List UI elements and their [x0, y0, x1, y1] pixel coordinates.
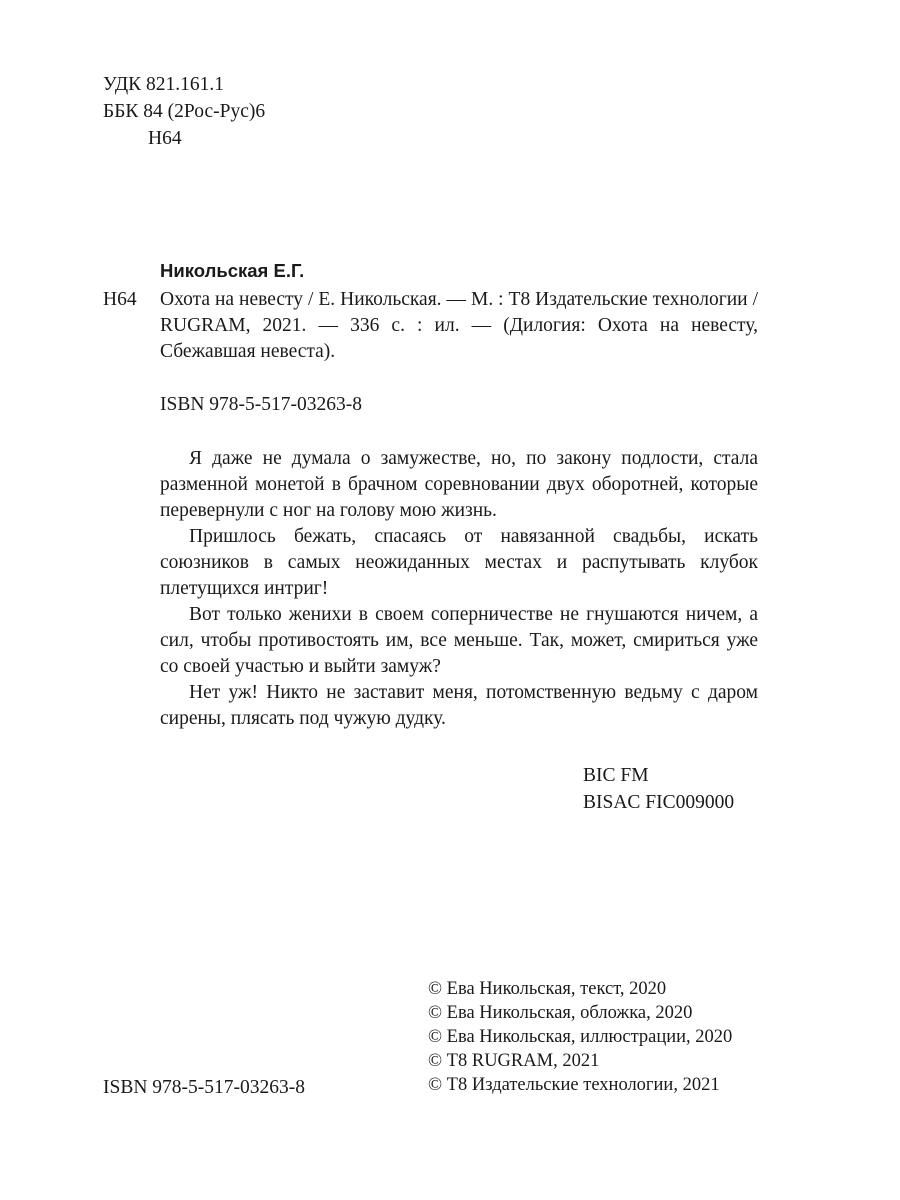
author-heading: Никольская Е.Г.	[160, 260, 305, 281]
copyright-line: © Т8 RUGRAM, 2021	[428, 1051, 600, 1071]
margin-cutter-code: Н64	[103, 289, 137, 310]
annotation-paragraph: Нет уж! Никто не заставит меня, потомственную ведьму с даром сирены, плясать под чужую дудку.	[160, 682, 758, 729]
bisac-code: BISAC FIC009000	[583, 792, 735, 813]
bbk-code: ББК 84 (2Рос-Рус)6	[103, 101, 266, 122]
copyright-line: © Ева Никольская, обложка, 2020	[428, 1003, 693, 1023]
copyright-line: © Ева Никольская, иллюстрации, 2020	[428, 1027, 733, 1047]
isbn-bottom: ISBN 978-5-517-03263-8	[103, 1077, 306, 1098]
annotation-paragraph: Пришлось бежать, спасаясь от навязанной свадьбы, искать союзников в самых неожиданных местах и распутывать клубок плетущихся интриг!	[160, 526, 758, 599]
annotation	[160, 446, 758, 732]
author-cutter-code: Н64	[148, 128, 182, 149]
copyright-line: © Ева Никольская, текст, 2020	[428, 979, 667, 999]
copyright-block	[428, 977, 732, 1097]
udk-code: УДК 821.161.1	[103, 74, 225, 95]
bibliographic-description: Охота на невесту / Е. Никольская. — М. : Т8 Издательские технологии / RUGRAM, 2021. — 336 с. : ил. — (Дилогия: Охота на невесту, Сбежавшая невеста).	[160, 289, 758, 362]
copyright-line: © Т8 Издательские технологии, 2021	[428, 1075, 720, 1095]
annotation-paragraph: Я даже не думала о замужестве, но, по закону подлости, стала разменной монетой в брачном соревновании двух оборотней, которые перевернули с ног на голову мою жизнь.	[160, 448, 758, 521]
bic-code: BIC FM	[583, 765, 649, 786]
isbn-main: ISBN 978-5-517-03263-8	[160, 394, 363, 415]
annotation-paragraph: Вот только женихи в своем соперничестве не гнушаются ничем, а сил, чтобы противостоять им, все меньше. Так, может, смириться уже со своей участью и выйти замуж?	[160, 604, 758, 677]
